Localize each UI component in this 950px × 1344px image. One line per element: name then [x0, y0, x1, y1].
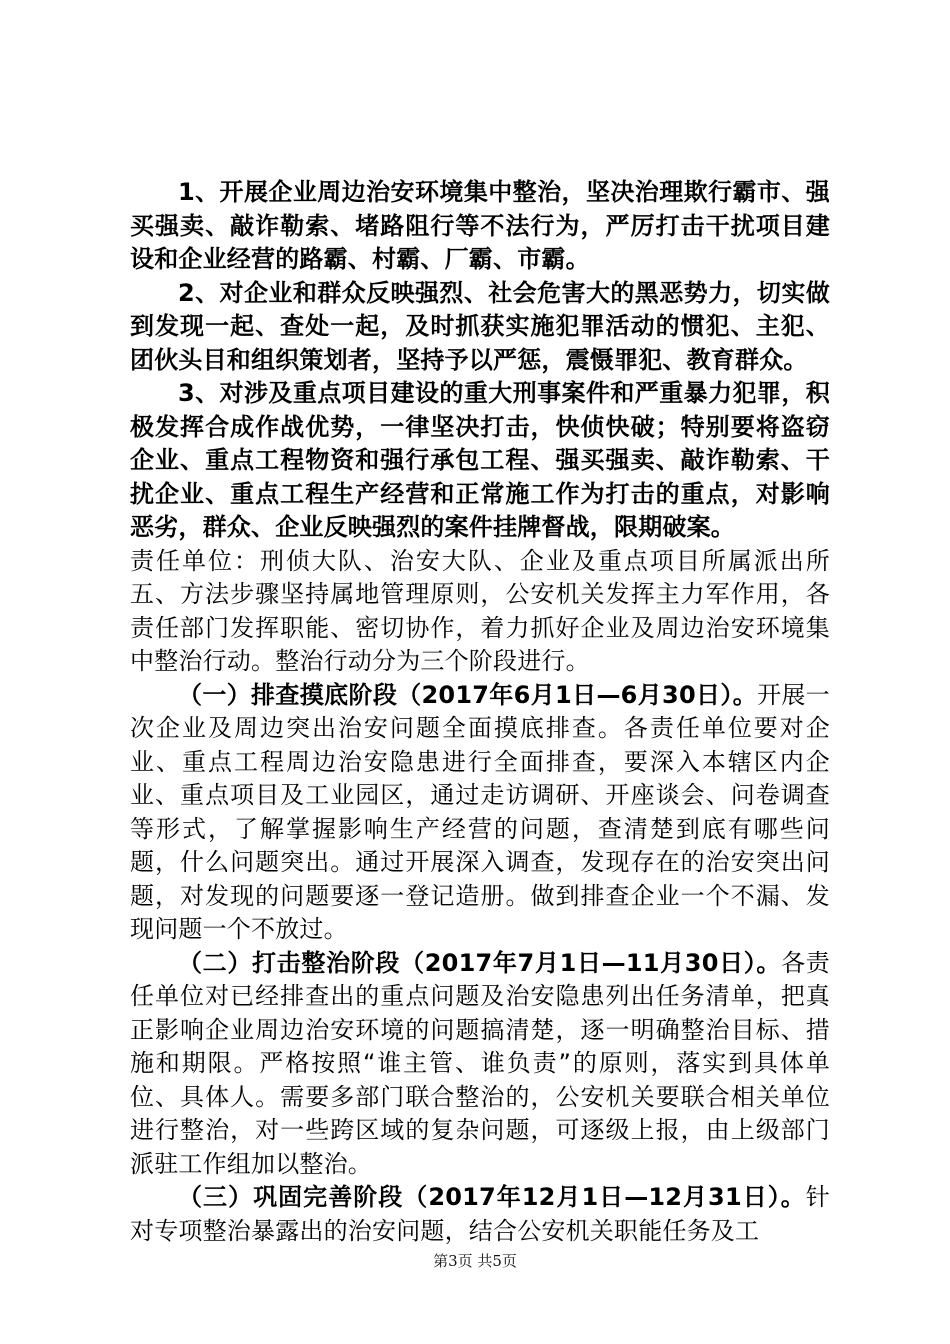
paragraph-phase-3: [130, 1181, 830, 1248]
phase-3-heading: （三）巩固完善阶段（2017年12月1日—12月31日）。: [178, 1183, 806, 1211]
paragraph-responsible-units: 责任单位：刑侦大队、治安大队、企业及重点项目所属派出所五、方法步骤坚持属地管理原则，公安机关发挥主力军作用，各责任部门发挥职能、密切协作，着力抓好企业及周边治安环境集中整治行动。整治行动分为三个阶段进行。: [130, 546, 830, 675]
paragraph-phase-1: [130, 679, 830, 947]
paragraph-item-1: 1、开展企业周边治安环境集中整治，坚决治理欺行霸市、强买强卖、敲诈勒索、堵路阻行等不法行为，严厉打击干扰项目建设和企业经营的路霸、村霸、厂霸、市霸。: [130, 178, 830, 273]
phase-1-heading: （一）排查摸底阶段（2017年6月1日—6月30日）。: [178, 680, 758, 709]
phase-1-body: 开展一次企业及周边突出治安问题全面摸底排查。各责任单位要对企业、重点工程周边治安隐患进行全面排查，要深入本辖区内企业、重点项目及工业园区，通过走访调研、开座谈会、问卷调查等形式，了解掌握影响生产经营的问题，查清楚到底有哪些问题，什么问题突出。通过开展深入调查，发现存在的治安突出问题，对发现的问题要逐一登记造册。做到排查企业一个不漏、发现问题一个不放过。: [130, 680, 830, 943]
paragraph-item-2: 2、对企业和群众反映强烈、社会危害大的黑恶势力，切实做到发现一起、查处一起，及时抓获实施犯罪活动的惯犯、主犯、团伙头目和组织策划者，坚持予以严惩，震慑罪犯、教育群众。: [130, 278, 830, 374]
page-number-footer: 第3页 共5页: [433, 1252, 517, 1270]
paragraph-phase-2: [130, 947, 830, 1182]
document-body: [130, 176, 830, 1248]
phase-3-body: 针对专项整治暴露出的治安问题，结合公安机关职能任务及工: [130, 1183, 830, 1245]
phase-2-body: 各责任单位对已经排查出的重点问题及治安隐患列出任务清单，把真正影响企业周边治安环境的问题搞清楚，逐一明确整治目标、措施和期限。严格按照“谁主管、谁负责”的原则，落实到具体单位、具体人。需要多部门联合整治的，公安机关要联合相关单位进行整治，对一些跨区域的复杂问题，可逐级上报，由上级部门派驻工作组加以整治。: [130, 948, 831, 1178]
paragraph-item-3: 3、对涉及重点项目建设的重大刑事案件和严重暴力犯罪，积极发挥合成作战优势，一律坚决打击，快侦快破；特别要将盗窃企业、重点工程物资和强行承包工程、强买强卖、敲诈勒索、干扰企业、重点工程生产经营和正常施工作为打击的重点，对影响恶劣，群众、企业反映强烈的案件挂牌督战，限期破案。: [130, 379, 830, 541]
phase-2-heading: （二）打击整治阶段（2017年7月1日—11月30日）。: [178, 948, 782, 977]
